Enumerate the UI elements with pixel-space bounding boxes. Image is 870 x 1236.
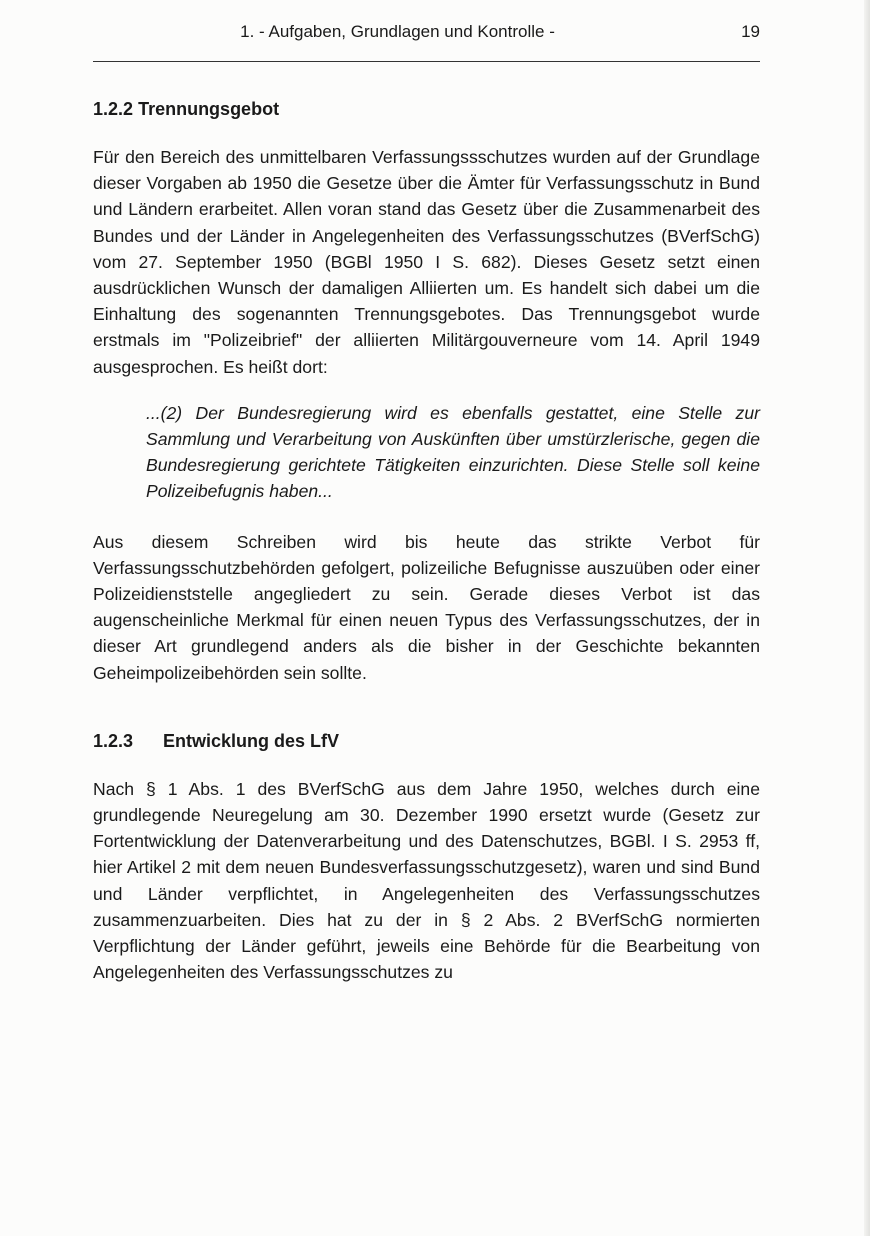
header-rule [93, 61, 760, 62]
block-quote-polizeibrief: ...(2) Der Bundesregierung wird es ebenfalls gestattet, eine Stelle zur Sammlung und Verarbeitung von Auskünften über umstürzlerische, gegen die Bundesregierung gerichtete Tätigkeiten einzurichten. Diese Stelle soll keine Polizeibefugnis haben... [146, 402, 760, 502]
section-title: Trennungsgebot [138, 99, 280, 119]
running-header [95, 20, 760, 48]
paragraph-entwicklung: Nach § 1 Abs. 1 des BVerfSchG aus dem Jahre 1950, welches durch eine grundlegende Neuregelung am 30. Dezember 1990 ersetzt wurde (Gesetz zur Fortentwicklung der Datenverarbeitung und des Datenschutzes, BGBl. I S. 2953 ff, hier Artikel 2 mit dem neuen Bundesverfassungsschutzgesetz), waren und sind Bund und Länder verpflichtet, in Angelegenheiten des Verfassungsschutzes zusammenzuarbeiten. Dies hat zu der in § 2 Abs. 2 BVerfSchG normierten Verpflichtung der Länder geführt, jeweils eine Behörde für die Bearbeitung von Angelegenheiten des Verfassungsschutzes zu [93, 778, 760, 983]
page-edge-shadow [864, 0, 870, 1236]
page-body [93, 96, 760, 985]
section-number: 1.2.2 [93, 99, 134, 119]
running-header-title: 1. - Aufgaben, Grundlagen und Kontrolle - [240, 22, 555, 41]
paragraph-trennungsgebot-intro: Für den Bereich des unmittelbaren Verfassungssschutzes wurden auf der Grundlage dieser Vorgaben ab 1950 die Gesetze über die Ämter für Verfassungsschutz in Bund und Ländern erarbeitet. Allen voran stand das Gesetz über die Zusammenarbeit des Bundes und der Länder in Angelegenheiten des Verfassungsschutzes (BVerfSchG) vom 27. September 1950 (BGBl 1950 I S. 682). Dieses Gesetz setzt einen ausdrücklichen Wunsch der damaligen Alliierten um. Es handelt sich dabei um die Einhaltung des sogenannten Trennungsgebotes. Das Trennungsgebot wurde erstmals im "Polizeibrief" der alliierten Militärgouverneure vom 14. April 1949 ausgesprochen. Es heißt dort: [93, 147, 760, 377]
paragraph-trennungsgebot-conclusion: Aus diesem Schreiben wird bis heute das strikte Verbot für Verfassungsschutzbehörden gefolgert, polizeiliche Befugnisse auszuüben oder einer Polizeidienststelle angegliedert zu sein. Gerade dieses Verbot ist das augenscheinliche Merkmal für einen neuen Typus des Verfassungsschutzes, der in dieser Art grundlegend anders als die bisher in der Geschichte bekannten Geheimpolizeibehörden sein sollte. [93, 531, 760, 683]
section-number: 1.2.3 [93, 730, 134, 751]
section-title: Entwicklung des LfV [163, 730, 340, 751]
section-heading-entwicklung [93, 728, 760, 754]
section-heading-trennungsgebot [93, 96, 760, 122]
page-number: 19 [741, 22, 760, 41]
